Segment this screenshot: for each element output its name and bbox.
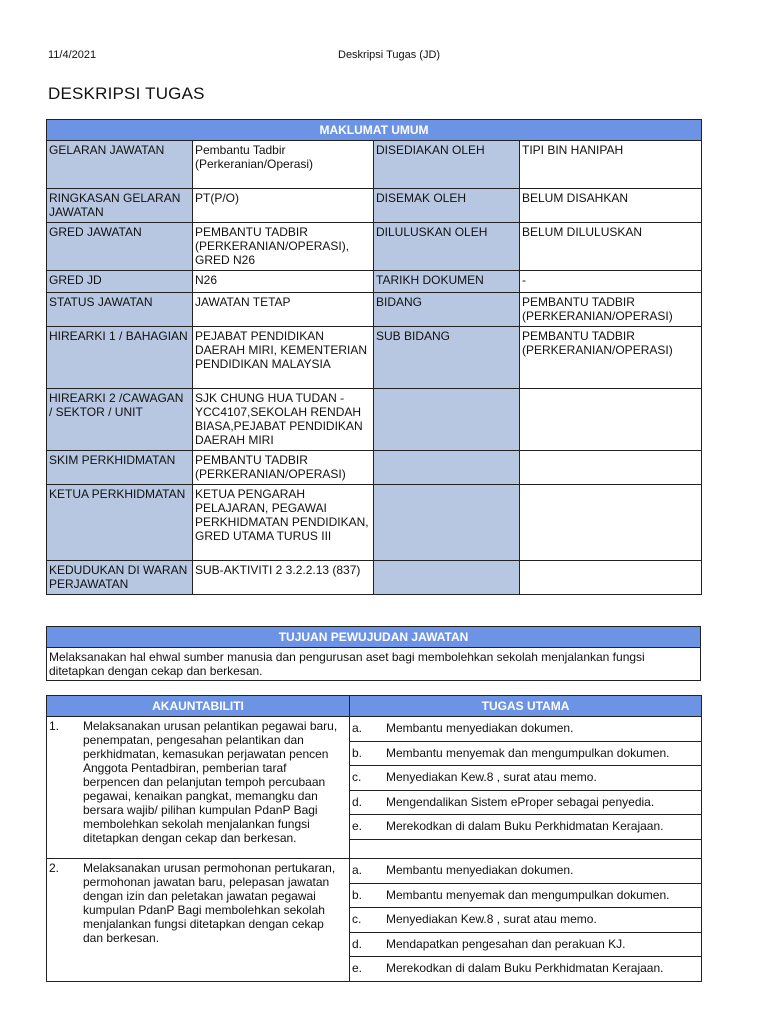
tujuan-text: Melaksanakan hal ehwal sumber manusia dan pengurusan aset bagi membolehkan sekolah menjalankan fungsi ditetapkan dengan cekap dan berkesan. bbox=[47, 648, 701, 681]
maklumat-umum-table bbox=[46, 119, 702, 595]
field-label: BIDANG bbox=[374, 293, 520, 327]
task-text: Merekodkan di dalam Buku Perkhidmatan Kerajaan. bbox=[386, 819, 664, 834]
maklumat-row bbox=[47, 271, 702, 293]
field-value: PEMBANTU TADBIR (PERKERANIAN/OPERASI) bbox=[520, 327, 702, 389]
field-value: PT(P/O) bbox=[193, 189, 374, 223]
akauntabiliti-cell bbox=[47, 717, 350, 859]
tujuan-heading: TUJUAN PEWUJUDAN JAWATAN bbox=[47, 627, 701, 648]
field-value: Pembantu Tadbir (Perkeranian/Operasi) bbox=[193, 141, 374, 189]
task-text: Merekodkan di dalam Buku Perkhidmatan Kerajaan. bbox=[386, 961, 664, 976]
field-value: KETUA PENGARAH PELAJARAN, PEGAWAI PERKHIDMATAN PENDIDIKAN, GRED UTAMA TURUS III bbox=[193, 485, 374, 561]
task-text: Membantu menyemak dan mengumpulkan dokumen. bbox=[386, 887, 670, 902]
maklumat-row bbox=[47, 141, 702, 189]
field-label: GRED JD bbox=[47, 271, 193, 293]
tugas-utama-cell bbox=[350, 717, 702, 859]
akauntabiliti-row bbox=[47, 858, 702, 981]
field-label bbox=[374, 451, 520, 485]
akauntabiliti-row bbox=[47, 717, 702, 859]
task-letter: e. bbox=[352, 961, 363, 976]
task-item bbox=[350, 908, 701, 933]
field-label: DISEDIAKAN OLEH bbox=[374, 141, 520, 189]
task-text: Membantu menyediakan dokumen. bbox=[386, 862, 574, 877]
field-value bbox=[520, 485, 702, 561]
task-text: Membantu menyemak dan mengumpulkan dokumen. bbox=[386, 745, 670, 760]
field-label: TARIKH DOKUMEN bbox=[374, 271, 520, 293]
task-letter: e. bbox=[352, 819, 363, 834]
field-label bbox=[374, 561, 520, 595]
maklumat-row bbox=[47, 389, 702, 451]
task-item bbox=[350, 815, 701, 840]
field-label bbox=[374, 389, 520, 451]
field-value: PEJABAT PENDIDIKAN DAERAH MIRI, KEMENTERIAN PENDIDIKAN MALAYSIA bbox=[193, 327, 374, 389]
akauntabiliti-table bbox=[46, 695, 702, 982]
akauntabiliti-text: Melaksanakan urusan permohonan pertukaran, permohonan jawatan baru, pelepasan jawatan dengan izin dan peletakan jawatan pegawai kumpulan PdanP Bagi membolehkan sekolah menjalankan fungsi ditetapkan dengan cekap dan berkesan. bbox=[83, 860, 336, 945]
field-label bbox=[374, 485, 520, 561]
tugas-utama-cell bbox=[350, 858, 702, 981]
field-label: DILULUSKAN OLEH bbox=[374, 223, 520, 271]
maklumat-row bbox=[47, 485, 702, 561]
tujuan-table bbox=[46, 626, 701, 681]
akauntabiliti-number: 2. bbox=[49, 860, 60, 875]
maklumat-row bbox=[47, 189, 702, 223]
task-letter: b. bbox=[352, 887, 363, 902]
field-value bbox=[520, 561, 702, 595]
task-letter: d. bbox=[352, 936, 363, 951]
task-item bbox=[350, 791, 701, 816]
field-value: BELUM DISAHKAN bbox=[520, 189, 702, 223]
maklumat-row bbox=[47, 327, 702, 389]
task-text: Menyediakan Kew.8 , surat atau memo. bbox=[386, 770, 597, 785]
field-value: - bbox=[520, 271, 702, 293]
task-text: Menyediakan Kew.8 , surat atau memo. bbox=[386, 912, 597, 927]
field-value bbox=[520, 389, 702, 451]
task-item bbox=[350, 859, 701, 884]
field-value bbox=[520, 451, 702, 485]
task-letter: a. bbox=[352, 721, 363, 735]
task-item bbox=[350, 742, 701, 767]
field-label: SKIM PERKHIDMATAN bbox=[47, 451, 193, 485]
task-letter: c. bbox=[352, 912, 362, 927]
task-letter: d. bbox=[352, 794, 363, 809]
page-title: DESKRIPSI TUGAS bbox=[48, 84, 205, 103]
task-item bbox=[350, 717, 701, 742]
maklumat-umum-heading: MAKLUMAT UMUM bbox=[47, 120, 702, 141]
field-label: SUB BIDANG bbox=[374, 327, 520, 389]
maklumat-row bbox=[47, 293, 702, 327]
task-text: Membantu menyediakan dokumen. bbox=[386, 721, 574, 735]
field-label: HIREARKI 2 /CAWAGAN / SEKTOR / UNIT bbox=[47, 389, 193, 451]
field-value: BELUM DILULUSKAN bbox=[520, 223, 702, 271]
field-value: JAWATAN TETAP bbox=[193, 293, 374, 327]
akauntabiliti-heading: AKAUNTABILITI bbox=[47, 696, 350, 717]
field-label: DISEMAK OLEH bbox=[374, 189, 520, 223]
field-label: KEDUDUKAN DI WARAN PERJAWATAN bbox=[47, 561, 193, 595]
field-value: PEMBANTU TADBIR (PERKERANIAN/OPERASI) bbox=[193, 451, 374, 485]
tugas-utama-heading: TUGAS UTAMA bbox=[350, 696, 702, 717]
task-item bbox=[350, 766, 701, 791]
field-value: SJK CHUNG HUA TUDAN - YCC4107,SEKOLAH RENDAH BIASA,PEJABAT PENDIDIKAN DAERAH MIRI bbox=[193, 389, 374, 451]
task-item bbox=[350, 933, 701, 958]
task-letter: c. bbox=[352, 770, 362, 785]
header-doc-title: Deskripsi Tugas (JD) bbox=[338, 49, 441, 61]
field-label: HIREARKI 1 / BAHAGIAN bbox=[47, 327, 193, 389]
field-value: PEMBANTU TADBIR (PERKERANIAN/OPERASI), GRED N26 bbox=[193, 223, 374, 271]
task-item bbox=[350, 884, 701, 909]
maklumat-row bbox=[47, 561, 702, 595]
task-letter: b. bbox=[352, 745, 363, 760]
field-label: KETUA PERKHIDMATAN bbox=[47, 485, 193, 561]
akauntabiliti-cell bbox=[47, 858, 350, 981]
field-label: STATUS JAWATAN bbox=[47, 293, 193, 327]
maklumat-row bbox=[47, 451, 702, 485]
field-value: PEMBANTU TADBIR (PERKERANIAN/OPERASI) bbox=[520, 293, 702, 327]
task-text: Mendapatkan pengesahan dan perakuan KJ. bbox=[386, 936, 626, 951]
field-value: N26 bbox=[193, 271, 374, 293]
field-value: TIPI BIN HANIPAH bbox=[520, 141, 702, 189]
field-label: GELARAN JAWATAN bbox=[47, 141, 193, 189]
maklumat-row bbox=[47, 223, 702, 271]
field-label: RINGKASAN GELARAN JAWATAN bbox=[47, 189, 193, 223]
task-text: Mengendalikan Sistem eProper sebagai penyedia. bbox=[386, 794, 655, 809]
field-value: SUB-AKTIVITI 2 3.2.2.13 (837) bbox=[193, 561, 374, 595]
task-item bbox=[350, 957, 701, 981]
header-date: 11/4/2021 bbox=[48, 49, 97, 61]
akauntabiliti-number: 1. bbox=[49, 719, 60, 733]
task-letter: a. bbox=[352, 862, 363, 877]
field-label: GRED JAWATAN bbox=[47, 223, 193, 271]
akauntabiliti-text: Melaksanakan urusan pelantikan pegawai baru, penempatan, pengesahan pelantikan dan perkhidmatan, kemasukan perjawatan pencen Anggota Pentadbiran, pemberian taraf berpencen dan pelanjutan tempoh percubaan pegawai, kenaikan pangkat, memangku dan bersara wajib/ pilihan kumpulan PdanP Bagi membolehkan sekolah menjalankan fungsi ditetapkan dengan cekap dan berkesan. bbox=[83, 719, 338, 845]
task-spacer bbox=[350, 840, 701, 858]
